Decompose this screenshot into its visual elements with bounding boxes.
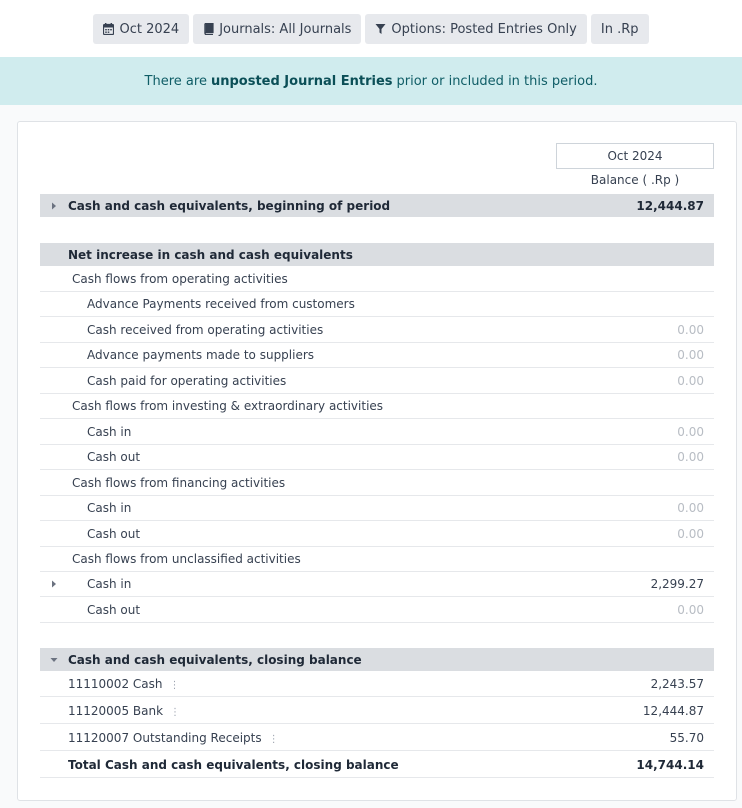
kebab-menu-icon[interactable]: ⋮: [169, 680, 180, 691]
table-row[interactable]: 11110002 Cash ⋮ 2,243.57: [40, 672, 714, 697]
closing-balance-row[interactable]: [40, 648, 714, 671]
opening-balance-row[interactable]: [40, 194, 714, 217]
kebab-menu-icon[interactable]: ⋮: [268, 734, 279, 745]
alert-prefix: There are: [144, 73, 207, 89]
currency-filter-label: In .Rp: [600, 21, 639, 37]
list-item: Cash out 0.00: [40, 598, 714, 623]
unclassified-activities-label: Cash flows from unclassified activities: [72, 552, 301, 566]
operating-activities-label: Cash flows from operating activities: [72, 272, 288, 286]
calendar-icon: [103, 23, 114, 35]
period-filter-label: Oct 2024: [119, 21, 180, 37]
period-column-header: Oct 2024: [556, 143, 714, 169]
book-icon: [203, 23, 214, 35]
caret-right-icon: [40, 580, 68, 588]
options-filter-button[interactable]: [365, 14, 586, 44]
journals-filter-button[interactable]: [193, 14, 361, 44]
closing-total-amount: 14,744.14: [636, 758, 704, 772]
list-item: Cash received from operating activities 0.00: [40, 318, 714, 343]
opening-balance-amount: 12,444.87: [636, 198, 704, 213]
unclassified-activities-row: [40, 547, 714, 572]
closing-total-row: [40, 753, 714, 778]
unposted-entries-link[interactable]: unposted Journal Entries: [210, 73, 393, 89]
balance-column-header: Balance ( .Rp ): [590, 173, 680, 187]
list-item: Cash in 0.00: [40, 420, 714, 445]
journals-filter-label: Journals: All Journals: [219, 21, 352, 37]
list-item: Advance payments made to suppliers 0.00: [40, 343, 714, 368]
financing-activities-row: [40, 471, 714, 496]
kebab-menu-icon[interactable]: ⋮: [170, 707, 181, 718]
opening-balance-label: Cash and cash equivalents, beginning of period: [68, 198, 391, 213]
investing-activities-label: Cash flows from investing & extraordinary activities: [72, 399, 384, 413]
unposted-entries-alert: [0, 57, 742, 105]
period-filter-button[interactable]: [93, 14, 189, 44]
filter-bar: [0, 0, 742, 57]
closing-balance-label: Cash and cash equivalents, closing balance: [68, 652, 362, 667]
caret-right-icon: [40, 202, 68, 210]
cash-flow-report: [17, 121, 737, 801]
list-item: Advance Payments received from customers: [40, 292, 714, 317]
list-item: Cash out 0.00: [40, 445, 714, 470]
investing-activities-row: [40, 394, 714, 419]
options-filter-label: Options: Posted Entries Only: [391, 21, 577, 37]
unclassified-cash-in-row[interactable]: Cash in 2,299.27: [40, 572, 714, 597]
operating-activities-row: [40, 267, 714, 292]
net-increase-label: Net increase in cash and cash equivalents: [68, 247, 353, 262]
list-item: Cash out 0.00: [40, 522, 714, 547]
filter-icon: [375, 23, 386, 35]
table-row[interactable]: 11120005 Bank ⋮ 12,444.87: [40, 699, 714, 724]
list-item: Cash paid for operating activities 0.00: [40, 369, 714, 394]
currency-filter-button[interactable]: [591, 14, 649, 44]
financing-activities-label: Cash flows from financing activities: [72, 476, 286, 490]
closing-total-label: Total Cash and cash equivalents, closing balance: [68, 758, 399, 772]
table-row[interactable]: 11120007 Outstanding Receipts ⋮ 55.70: [40, 726, 714, 751]
list-item: Cash in 0.00: [40, 496, 714, 521]
net-increase-row: [40, 243, 714, 266]
alert-suffix: prior or included in this period.: [396, 73, 598, 89]
caret-down-icon: [40, 657, 68, 663]
